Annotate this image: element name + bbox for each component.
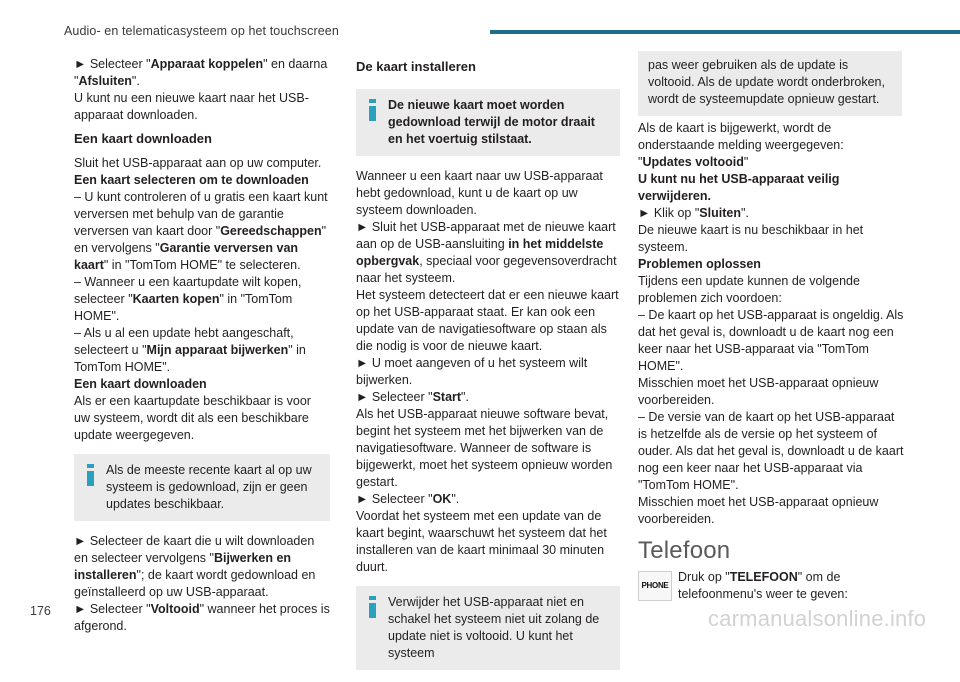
paragraph: – Wanneer u een kaartupdate wilt kopen, selecteer "Kaarten kopen" in "TomTom HOME".	[74, 275, 302, 323]
paragraph: – De versie van de kaart op het USB-apparaat is hetzelfde als de versie op het systeem of ouder. Als dat het geval is, downloadt u de kaart nog een keer naar het USB-apparaat via "TomTom HOME".	[638, 410, 904, 492]
chapter-title: Audio- en telematicasysteem op het touchscreen	[64, 24, 339, 38]
note-text: De nieuwe kaart moet worden gedownload terwijl de motor draait en het voertuig stilstaat.	[388, 98, 595, 146]
paragraph: ► Selecteer "Apparaat koppelen" en daarna "Afsluiten".	[74, 57, 328, 88]
paragraph: Misschien moet het USB-apparaat opnieuw voorbereiden.	[638, 495, 879, 526]
paragraph: Wanneer u een kaart naar uw USB-apparaat hebt gedownload, kunt u de kaart op uw systeem downloaden.	[356, 169, 603, 217]
paragraph: Misschien moet het USB-apparaat opnieuw voorbereiden.	[638, 376, 879, 407]
paragraph: – De kaart op het USB-apparaat is ongeldig. Als dat het geval is, downloadt u de kaart nog een keer naar het USB-apparaat via "TomTom HOME".	[638, 308, 904, 373]
paragraph: De nieuwe kaart is nu beschikbaar in het systeem.	[638, 223, 864, 254]
section-title-telefoon: Telefoon	[638, 537, 731, 564]
info-icon	[366, 596, 380, 618]
column-3	[638, 120, 904, 603]
paragraph: Als de kaart is bijgewerkt, wordt de onderstaande melding weergegeven:	[638, 121, 844, 152]
paragraph: ► Selecteer "OK".	[356, 492, 460, 506]
paragraph: Als er een kaartupdate beschikbaar is voor uw systeem, wordt dit als een beschikbare update weergegeven.	[74, 394, 311, 442]
info-note-continued: pas weer gebruiken als de update is voltooid. Als de update wordt onderbroken, wordt de systeemupdate opnieuw gestart.	[638, 51, 902, 116]
paragraph: Druk op "TELEFOON" om de telefoonmenu's weer te geven:	[678, 570, 848, 601]
note-text: Verwijder het USB-apparaat niet en schakel het systeem niet uit zolang de update niet is voltooid. U kunt het systeem	[388, 595, 600, 660]
paragraph: ► Klik op "Sluiten".	[638, 206, 749, 220]
paragraph: ► Selecteer "Start".	[356, 390, 469, 404]
warning-note	[356, 89, 620, 156]
page-number: 176	[30, 604, 51, 618]
info-icon	[366, 99, 380, 121]
paragraph: Tijdens een update kunnen de volgende problemen zich voordoen:	[638, 274, 860, 305]
header-accent-bar	[490, 30, 960, 34]
paragraph: Sluit het USB-apparaat aan op uw computer.	[74, 156, 322, 170]
info-icon	[84, 464, 98, 486]
paragraph-heading: Een kaart selecteren om te downloaden	[74, 173, 309, 187]
section-heading: De kaart installeren	[356, 59, 476, 74]
paragraph: ► U moet aangeven of u het systeem wilt bijwerken.	[356, 356, 588, 387]
paragraph: Als het USB-apparaat nieuwe software bevat, begint het systeem met het bijwerken van de navigatiesoftware. Wanneer de software is bijgewerkt, moet het systeem opnieuw worden gestart.	[356, 407, 613, 489]
phone-instruction	[638, 569, 904, 603]
paragraph: – Als u al een update hebt aangeschaft, selecteert u "Mijn apparaat bijwerken" in TomTom HOME".	[74, 326, 306, 374]
phone-button-icon: PHONE	[638, 571, 672, 601]
column-2	[356, 58, 620, 682]
info-note	[356, 586, 620, 670]
paragraph-heading: Problemen oplossen	[638, 257, 761, 271]
paragraph: – U kunt controleren of u gratis een kaart kunt verversen met behulp van de garantie verversen van kaart door "Gereedschappen" en vervolgens "Garantie verversen van kaart" in "TomTom HOME" te selecteren.	[74, 190, 328, 272]
paragraph: "Updates voltooid"	[638, 155, 749, 169]
watermark: carmanualsonline.info	[708, 606, 927, 631]
info-note	[74, 454, 330, 521]
paragraph: Het systeem detecteert dat er een nieuwe kaart op het USB-apparaat staat. Er kan ook een update van de navigatiesoftware op staan als die nodig is voor de nieuwe kaart.	[356, 288, 619, 353]
paragraph: Voordat het systeem met een update van de kaart begint, waarschuwt het systeem dat het installeren van de kaart minimaal 30 minuten duurt.	[356, 509, 607, 574]
column-1	[74, 56, 330, 635]
paragraph: ► Selecteer "Voltooid" wanneer het proces is afgerond.	[74, 602, 330, 633]
paragraph-heading: Een kaart downloaden	[74, 377, 207, 391]
paragraph: U kunt nu een nieuwe kaart naar het USB-apparaat downloaden.	[74, 91, 309, 122]
paragraph: U kunt nu het USB-apparaat veilig verwijderen.	[638, 172, 840, 203]
note-text: Als de meeste recente kaart al op uw systeem is gedownload, zijn er geen updates beschikbaar.	[106, 463, 312, 511]
paragraph: ► Selecteer de kaart die u wilt downloaden en selecteer vervolgens "Bijwerken en installeren"; de kaart wordt gedownload en geïnstalleerd op uw USB-apparaat.	[74, 534, 316, 599]
section-heading: Een kaart downloaden	[74, 131, 212, 146]
paragraph: ► Sluit het USB-apparaat met de nieuwe kaart aan op de USB-aansluiting in het middelste opbergvak, speciaal voor gegevensoverdracht naar het systeem.	[356, 220, 617, 285]
